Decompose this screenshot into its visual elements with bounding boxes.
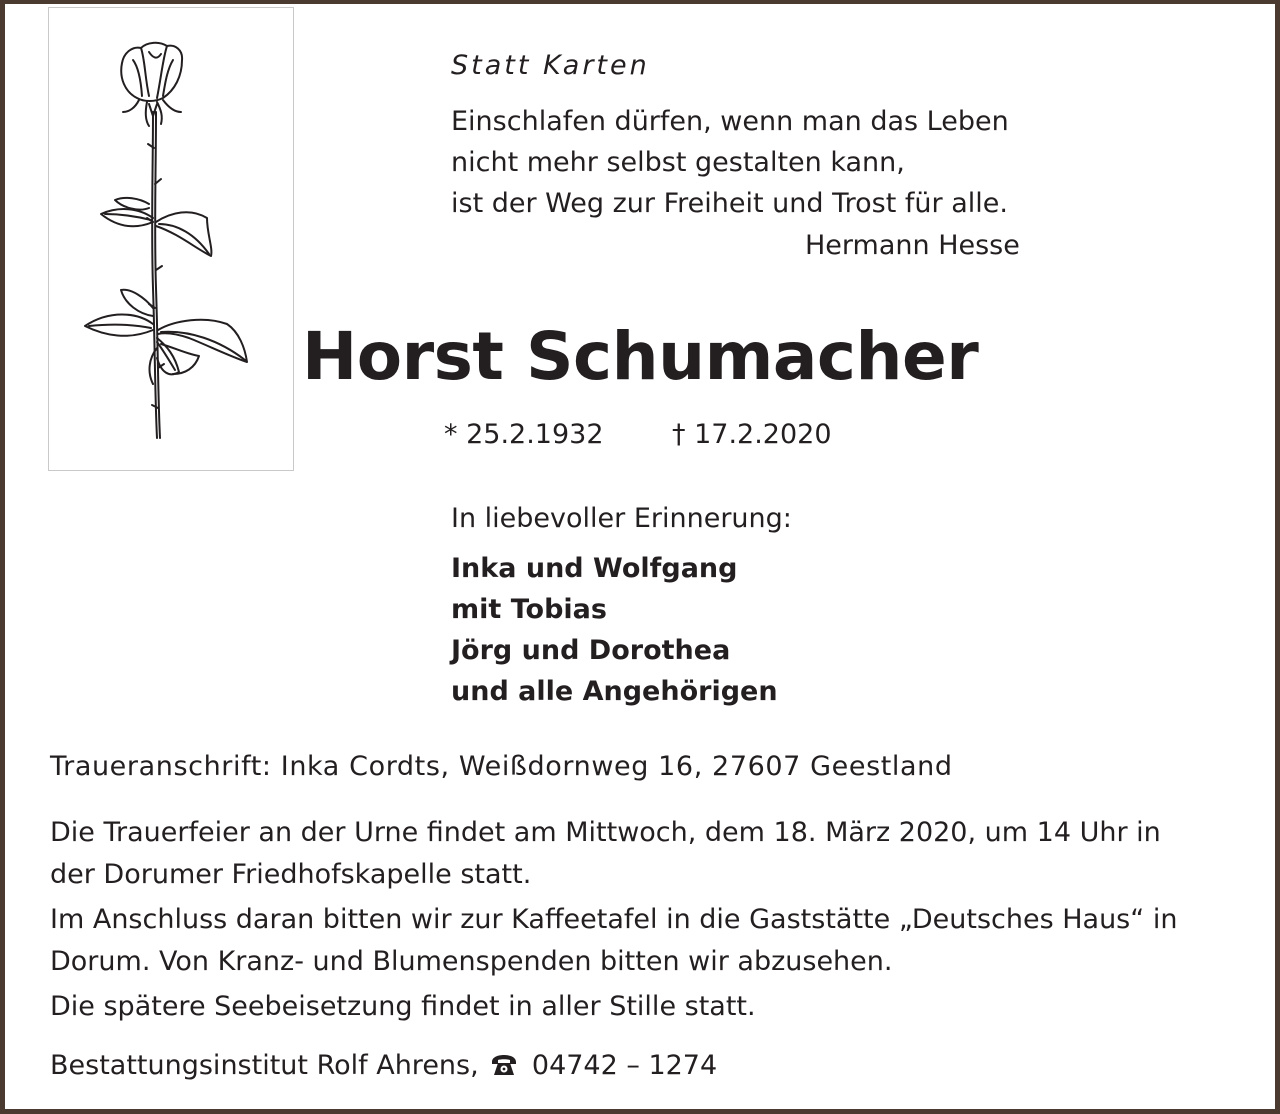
service-info [50, 812, 1161, 896]
funeral-home-contact [50, 1050, 717, 1084]
mourner-line: Inka und Wolfgang [451, 553, 738, 584]
telephone-icon [489, 1053, 519, 1084]
burial-info [50, 986, 756, 1028]
quote-line: nicht mehr selbst gestalten kann, [451, 147, 905, 178]
burial-line: Die spätere Seebeisetzung findet in aller Stille statt. [50, 991, 756, 1022]
funeral-home-name: Bestattungsinstitut Rolf Ahrens, [50, 1050, 479, 1081]
mourner-line: und alle Angehörigen [451, 676, 778, 707]
reception-line: Im Anschluss daran bitten wir zur Kaffeetafel in die Gaststätte „Deutsches Haus“ in [50, 904, 1178, 935]
quote-line: ist der Weg zur Freiheit und Trost für alle. [451, 188, 1008, 219]
hesse-quote [451, 101, 1009, 224]
death-date: † 17.2.2020 [672, 419, 832, 450]
phone-number[interactable]: 04742 – 1274 [531, 1050, 718, 1081]
deceased-name: Horst Schumacher [302, 318, 979, 395]
rose-illustration [48, 7, 294, 471]
mourner-line: Jörg und Dorothea [451, 635, 731, 666]
reception-line: Dorum. Von Kranz- und Blumenspenden bitten wir abzusehen. [50, 946, 893, 977]
quote-author: Hermann Hesse [805, 230, 1020, 261]
service-line: der Dorumer Friedhofskapelle statt. [50, 859, 532, 890]
mourning-address: Traueranschrift: Inka Cordts, Weißdornweg 16, 27607 Geestland [50, 751, 953, 782]
header-statt-karten: Statt Karten [451, 50, 650, 81]
rose-icon [49, 8, 295, 472]
service-line: Die Trauerfeier an der Urne findet am Mittwoch, dem 18. März 2020, um 14 Uhr in [50, 817, 1161, 848]
mourner-line: mit Tobias [451, 594, 607, 625]
reception-info [50, 899, 1177, 983]
mourners-list [451, 548, 778, 712]
memory-intro: In liebevoller Erinnerung: [451, 503, 792, 534]
quote-line: Einschlafen dürfen, wenn man das Leben [451, 106, 1009, 137]
birth-date: * 25.2.1932 [444, 419, 604, 450]
